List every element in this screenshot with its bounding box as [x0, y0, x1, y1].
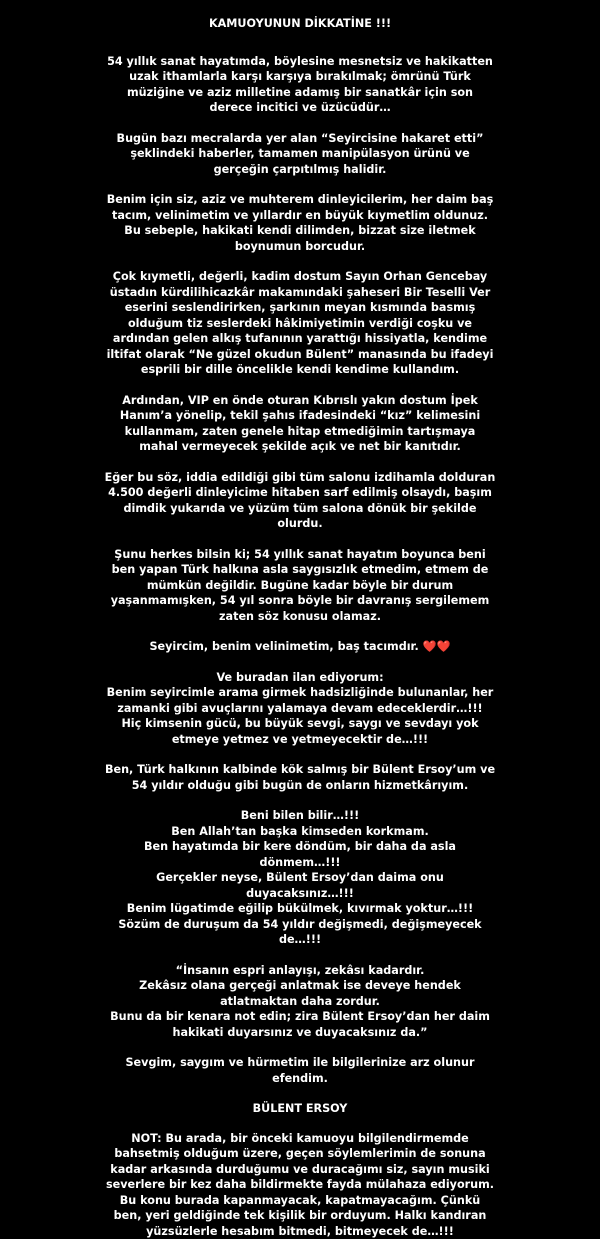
- closing-line: Sevgim, saygım ve hürmetim ile bilgilerinize arz olunur efendim.: [104, 1055, 496, 1086]
- hearts-icon: ❤️❤️: [423, 640, 451, 653]
- statement-line: Gerçekler neyse, Bülent Ersoy’dan daima onu duyacaksınız…!!!: [104, 870, 496, 901]
- paragraph-salon: Eğer bu söz, iddia edildiği gibi tüm salonu izdihamla dolduran 4.500 değerli dinleyicime hitaben sarf edilmiş olsaydı, başım dimdik yukarıda ve yüzüm tüm salona dönük bir şekilde olurdu.: [104, 470, 496, 532]
- paragraph-respect: Şunu herkes bilsin ki; 54 yıllık sanat hayatım boyunca beni ben yapan Türk halkına asla saygısızlık etmedim, etmem de mümkün değildir. Bugüne kadar böyle bir durum yaşanmamışken, 54 yıl sonra böyle bir davranış sergilemem zaten söz konusu olamaz.: [104, 547, 496, 625]
- statement-line: Ben Allah’tan başka kimseden korkmam.: [104, 824, 496, 840]
- paragraph-intro: 54 yıllık sanat hayatımda, böylesine mesnetsiz ve hakikatten uzak ithamlarla karşı karşıya bırakılmak; ömrünü Türk müziğine ve aziz milletine adamış bir sanatkâr için son derece incitici ve üzücüdür…: [104, 54, 496, 116]
- paragraph-vip-friend: Ardından, VIP en önde oturan Kıbrıslı yakın dostum İpek Hanım’a yönelip, tekil şahıs ifadesindeki “kız” kelimesini kullanmam, zaten genele hitap etmediğimin tartışmaya mahal vermeyecek şekilde açık ve net bir kanıtıdır.: [104, 393, 496, 455]
- statement-block: [104, 808, 496, 948]
- announcement-line: Benim seyircimle arama girmek hadsizliğinde bulunanlar, her zamanki gibi avuçlarını yalamaya devam edeceklerdir…!!!: [104, 685, 496, 716]
- quote-line: Zekâsız olana gerçeği anlatmak ise deveye hendek atlatmaktan daha zordur.: [104, 978, 496, 1009]
- signature: BÜLENT ERSOY: [104, 1101, 496, 1117]
- paragraph-audience: Benim için siz, aziz ve muhterem dinleyicilerim, her daim baş tacım, velinimetim ve yıllardır en büyük kıymetlim oldunuz. Bu sebeple, hakikati kendi dilimden, bizzat size iletmek boynumun borcudur.: [104, 192, 496, 254]
- statement-line: Beni bilen bilir…!!!: [104, 808, 496, 824]
- document-title: KAMUOYUNUN DİKKATİNE !!!: [104, 16, 496, 32]
- quote-line: Bunu da bir kenara not edin; zira Bülent Ersoy’dan her daim hakikati duyarsınız ve duyacaksınız da.”: [104, 1009, 496, 1040]
- statement-line: Sözüm de duruşum da 54 yıldır değişmedi, değişmeyecek de…!!!: [104, 917, 496, 948]
- statement-line: Benim lügatimde eğilip bükülmek, kıvırmak yoktur…!!!: [104, 901, 496, 917]
- quote-block: [104, 963, 496, 1041]
- paragraph-heart: Ben, Türk halkının kalbinde kök salmış bir Bülent Ersoy’um ve 54 yıldır olduğu gibi bugün de onların hizmetkârıyım.: [104, 762, 496, 793]
- quote-line: “İnsanın espri anlayışı, zekâsı kadardır.: [104, 963, 496, 979]
- announcement-line: Ve buradan ilan ediyorum:: [104, 670, 496, 686]
- announcement-block: [104, 670, 496, 748]
- statement-line: Ben hayatımda bir kere döndüm, bir daha da asla dönmem…!!!: [104, 839, 496, 870]
- audience-line-text: Seyircim, benim velinimetim, baş tacımdır.: [149, 640, 418, 653]
- paragraph-news: Bugün bazı mecralarda yer alan “Seyircisine hakaret etti” şeklindeki haberler, tamamen manipülasyon ürünü ve gerçeğin çarpıtılmış halidir.: [104, 131, 496, 178]
- audience-line: [104, 639, 496, 655]
- note-paragraph: NOT: Bu arada, bir önceki kamuoyu bilgilendirmemde bahsetmiş olduğum üzere, geçen söylemlerimin de sonuna kadar arkasında durduğumu ve duracağımı siz, sayın musiki severlere bir kez daha bildirmekte fayda mülahaza ediyorum. Bu konu burada kapanmayacak, kapatmayacağım. Çünkü ben, yeri geldiğinde tek kişilik bir orduyum. Halkı kandıran yüzsüzlerle hesabım bitmedi, bitmeyecek de…!!!: [104, 1131, 496, 1239]
- paragraph-performance: Çok kıymetli, değerli, kadim dostum Sayın Orhan Gencebay üstadın kürdilihicazkâr makamındaki şaheseri Bir Teselli Ver eserini seslendirirken, şarkının meyan kısmında basmış olduğum tiz seslerdeki hâkimiyetimin verdiği coşku ve ardından gelen alkış tufanının yarattığı hissiyatla, kendime iltifat olarak “Ne güzel okudun Bülent” manasında bu ifadeyi esprili bir dille öncelikle kendi kendime kullandım.: [104, 269, 496, 378]
- announcement-line: Hiç kimsenin gücü, bu büyük sevgi, saygı ve sevdayı yok etmeye yetmez ve yetmeyecektir de…!!!: [104, 716, 496, 747]
